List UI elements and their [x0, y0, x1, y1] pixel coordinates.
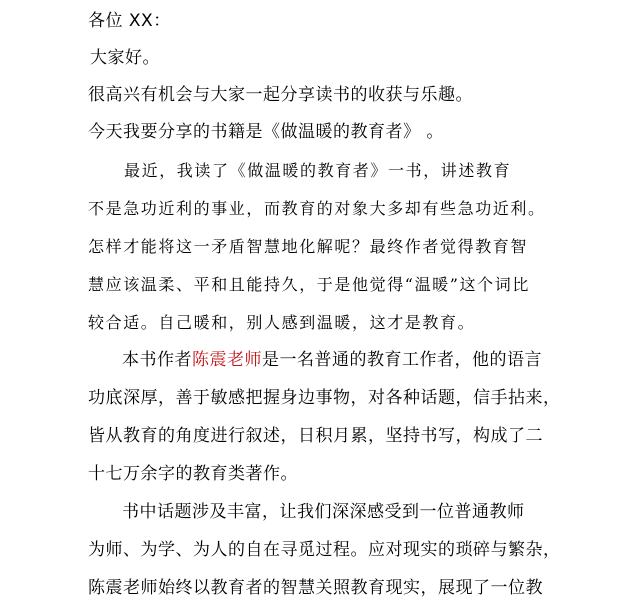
author-suffix: 是一名普通的教育工作者，他的语言 [262, 350, 542, 370]
quote-line: 最近，我读了《做温暖的教育者》一书，讲述教育 [124, 161, 512, 180]
intro-line: 很高兴有机会与大家一起分享读书的收获与乐趣。 [88, 85, 473, 105]
author-name: 陈震老师 [192, 350, 262, 370]
author-first-line [122, 349, 542, 371]
hello-line: 大家好。 [90, 48, 160, 68]
quote-line: 怎样才能将这一矛盾智慧地化解呢？最终作者觉得教育智 [88, 237, 529, 256]
topics-line: 为师、为学、为人的自在寻觅过程。应对现实的琐碎与繁杂， [88, 540, 561, 560]
author-prefix: 本书作者 [122, 350, 192, 370]
quote-line: 较合适。自己暖和，别人感到温暖，这才是教育。 [88, 313, 476, 332]
author-line: 功底深厚，善于敏感把握身边事物，对各种话题，信手拈来， [88, 388, 561, 408]
topics-line: 书中话题涉及丰富，让我们深深感受到一位普通教师 [122, 502, 525, 522]
author-line: 十七万余字的教育类著作。 [88, 464, 298, 484]
book-line: 今天我要分享的书籍是《做温暖的教育者》 。 [88, 122, 444, 142]
author-line: 皆从教育的角度进行叙述，日积月累，坚持书写，构成了二 [88, 426, 543, 446]
topics-line: 陈震老师始终以教育者的智慧关照教育现实，展现了一位教 [88, 578, 543, 598]
greeting-line: 各位 XX： [88, 11, 171, 31]
quote-line: 不是急功近利的事业，而教育的对象大多却有些急功近利。 [88, 199, 546, 218]
quote-line: 慧应该温柔、平和且能持久，于是他觉得“温暖”这个词比 [88, 275, 530, 294]
